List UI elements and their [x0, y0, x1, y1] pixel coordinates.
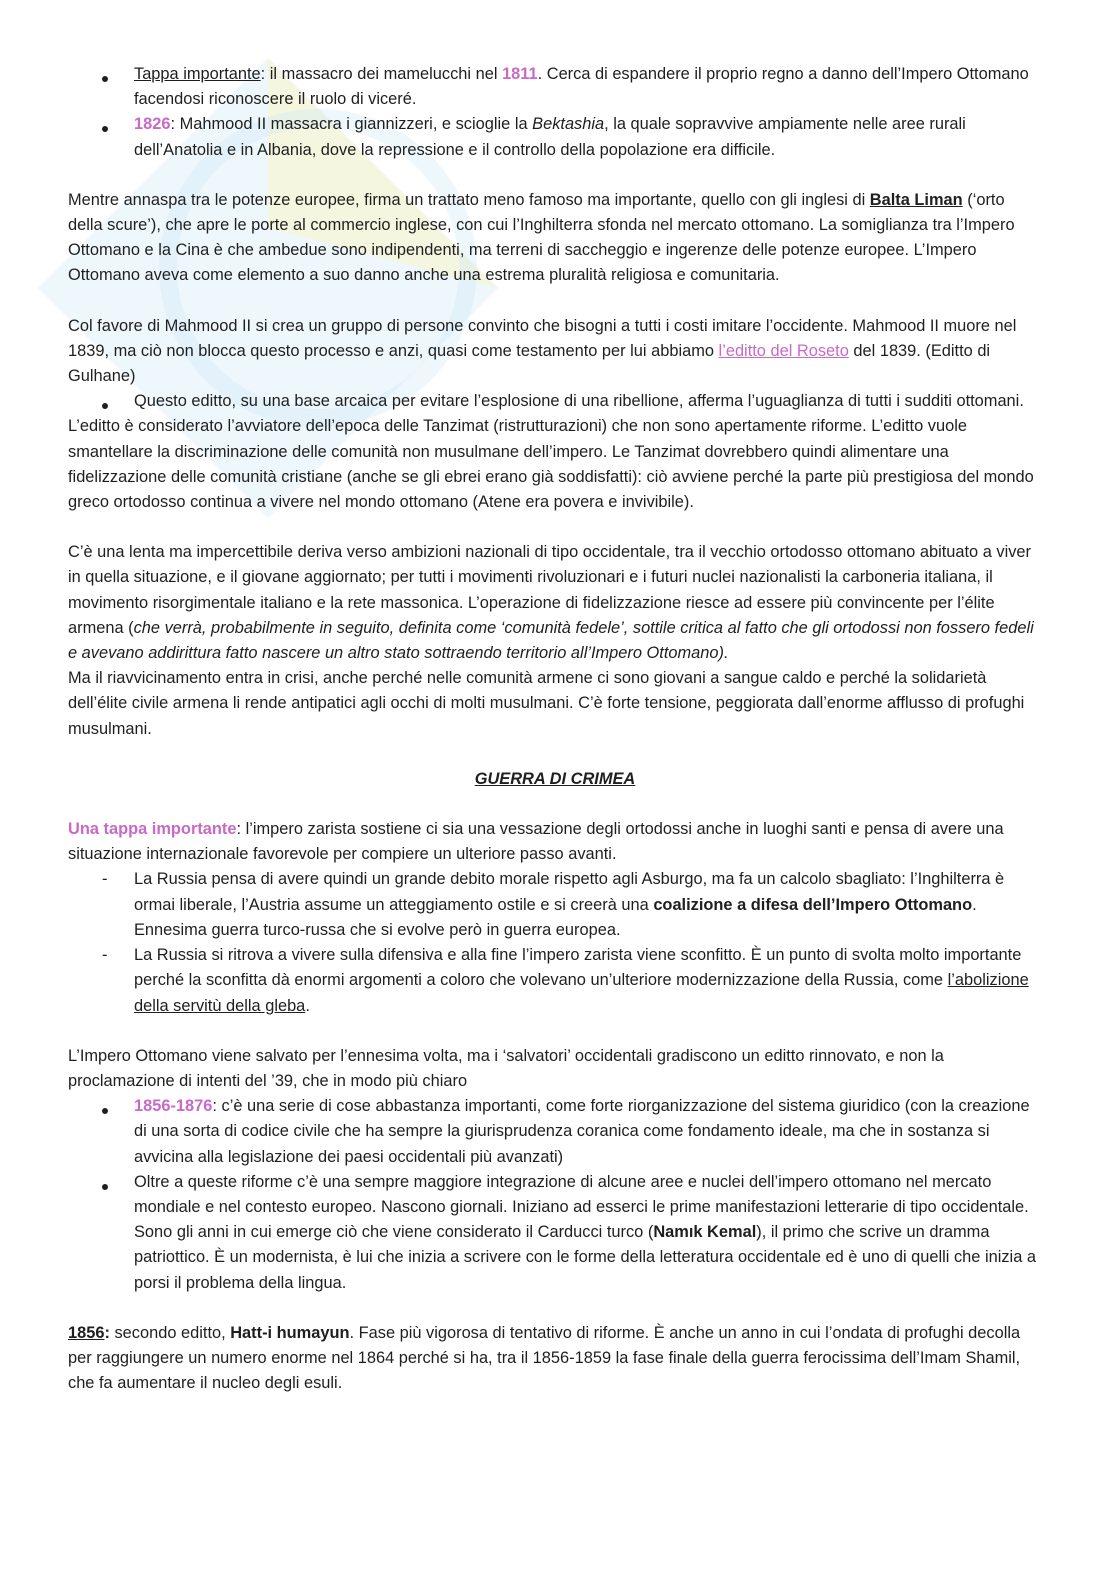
document-page — [68, 62, 1042, 1396]
list-item: - La Russia si ritrova a vivere sulla difensiva e alla fine l’impero zarista viene sconfitto. È un punto di svolta molto importante perché la sconfitta dà enormi argomenti a coloro che volevano un’ulteriore modernizzazione della Russia, come l’abolizione della servitù della gleba. — [68, 943, 1042, 1019]
paragraph-balta-liman: Mentre annaspa tra le potenze europee, firma un trattato meno famoso ma importante, quello con gli inglesi di Balta Liman (‘orto della scure’), che apre le porte al commercio inglese, con cui l’Inghilterra sfonda nel mercato ottomano. La somiglianza tra l’Impero Ottomano e la Cina è che ambedue sono indipendenti, ma terreni di saccheggio e ingerenze delle potenze europee. L’Impero Ottomano aveva come elemento a suo danno anche una estrema pluralità religiosa e comunitaria. — [68, 190, 1015, 285]
section-heading: GUERRA DI CRIMEA — [474, 769, 636, 788]
list-item: Questo editto, su una base arcaica per evitare l’esplosione di una ribellione, afferma l’uguaglianza di tutti i sudditi ottomani. — [68, 389, 1042, 414]
list-item: 1856-1876: c’è una serie di cose abbastanza importanti, come forte riorganizzazione del sistema giuridico (con la creazione di una sorta di codice civile che ha sempre la giurisprudenza coranica come fondamento ideale, ma che in sostanza si avvicina alla legislazione dei paesi occidentali più avanzati) — [68, 1094, 1042, 1170]
paragraph-tanzimat: L’editto è considerato l’avviatore dell’epoca delle Tanzimat (ristrutturazioni) che non sono apertamente riforme. L’editto vuole smantellare la discriminazione delle comunità non musulmane dell’impero. Le Tanzimat dovrebbero quindi alimentare una fidelizzazione delle comunità cristiane (anche se gli ebrei erano già soddisfatti): ciò avviene perché la parte più prestigiosa del mondo greco ortodosso continua a vivere nel mondo ottomano (Atene era povera e invivibile). — [68, 417, 1034, 512]
crimea-dash-list — [68, 867, 1042, 1018]
paragraph-deriva: C’è una lenta ma impercettibile deriva verso ambizioni nazionali di tipo occidentale, tra il vecchio ortodosso ottomano abituato a viver in quella situazione, e il giovane aggiornato; per tutti i movimenti rivoluzionari e i futuri nuclei nazionalisti la carboneria italiana, il movimento risorgimentale italiano e la rete massonica. L’operazione di fidelizzazione riesce ad essere più convincente per l’élite armena (che verrà, probabilmente in seguito, definita come ‘comunità fedele’, sottile critica al fatto che gli ortodossi non fossero fedeli e avevano addirittura fatto nascere un altro stato sottraendo territorio all’Impero Ottomano). — [68, 543, 1034, 663]
editto-link[interactable]: l’editto del Roseto — [718, 341, 849, 360]
list-item: Oltre a queste riforme c’è una sempre maggiore integrazione di alcune aree e nuclei dell’impero ottomano nel mercato mondiale e nel contesto europeo. Nascono giornali. Iniziano ad esserci le prime manifestazioni letterarie di tipo occidentale. Sono gli anni in cui emerge ciò che viene considerato il Carducci turco (Namık Kemal), il primo che scrive un dramma patriottico. È un modernista, è lui che inizia a scrivere con le forme della letteratura occidentale ed è uno di quelli che inizia a porsi il problema della lingua. — [68, 1170, 1042, 1296]
list-item: Tappa importante: il massacro dei mamelucchi nel 1811. Cerca di espandere il proprio regno a danno dell’Impero Ottomano facendosi riconoscere il ruolo di viceré. — [68, 62, 1042, 112]
paragraph-salvatori: L’Impero Ottomano viene salvato per l’ennesima volta, ma i ‘salvatori’ occidentali gradiscono un editto rinnovato, e non la proclamazione di intenti del ’39, che in modo più chiaro — [68, 1046, 944, 1090]
list-item: - La Russia pensa di avere quindi un grande debito morale rispetto agli Asburgo, ma fa un calcolo sbagliato: l’Inghilterra è ormai liberale, l’Austria assume un atteggiamento ostile e si creerà una coalizione a difesa dell’Impero Ottomano. Ennesima guerra turco-russa che si evolve però in guerra europea. — [68, 867, 1042, 943]
paragraph-1856: 1856: secondo editto, Hatt-i humayun. Fase più vigorosa di tentativo di riforme. È anche un anno in cui l’ondata di profughi decolla per raggiungere un numero enorme nel 1864 perché si ha, tra il 1856-1859 la fase finale della guerra ferocissima dell’Imam Shamil, che fa aumentare il nucleo degli esuli. — [68, 1323, 1021, 1393]
paragraph-mahmood: Col favore di Mahmood II si crea un gruppo di persone convinto che bisogni a tutti i costi imitare l’occidente. Mahmood II muore nel 1839, ma ciò non blocca questo processo e anzi, quasi come testamento per lui abbiamo l’editto del Roseto del 1839. (Editto di Gulhane) — [68, 316, 1017, 386]
reform-bullet-list — [68, 1094, 1042, 1296]
list-item: 1826: Mahmood II massacra i giannizzeri, e scioglie la Bektashia, la quale sopravvive ampiamente nelle aree rurali dell’Anatolia e in Albania, dove la repressione e il controllo della popolazione era difficile. — [68, 112, 1042, 162]
paragraph-riavvicinamento: Ma il riavvicinamento entra in crisi, anche perché nelle comunità armene ci sono giovani a sangue caldo e perché la solidarietà dell’élite civile armena li rende antipatici agli occhi di molti musulmani. C’è forte tensione, peggiorata dall’enorme afflusso di profughi musulmani. — [68, 669, 1025, 738]
top-bullet-list — [68, 62, 1042, 163]
paragraph-crimea: Una tappa importante: l’impero zarista sostiene ci sia una vessazione degli ortodossi anche in luoghi santi e pensa di avere una situazione internazionale favorevole per compiere un ulteriore passo avanti. — [68, 820, 1004, 864]
